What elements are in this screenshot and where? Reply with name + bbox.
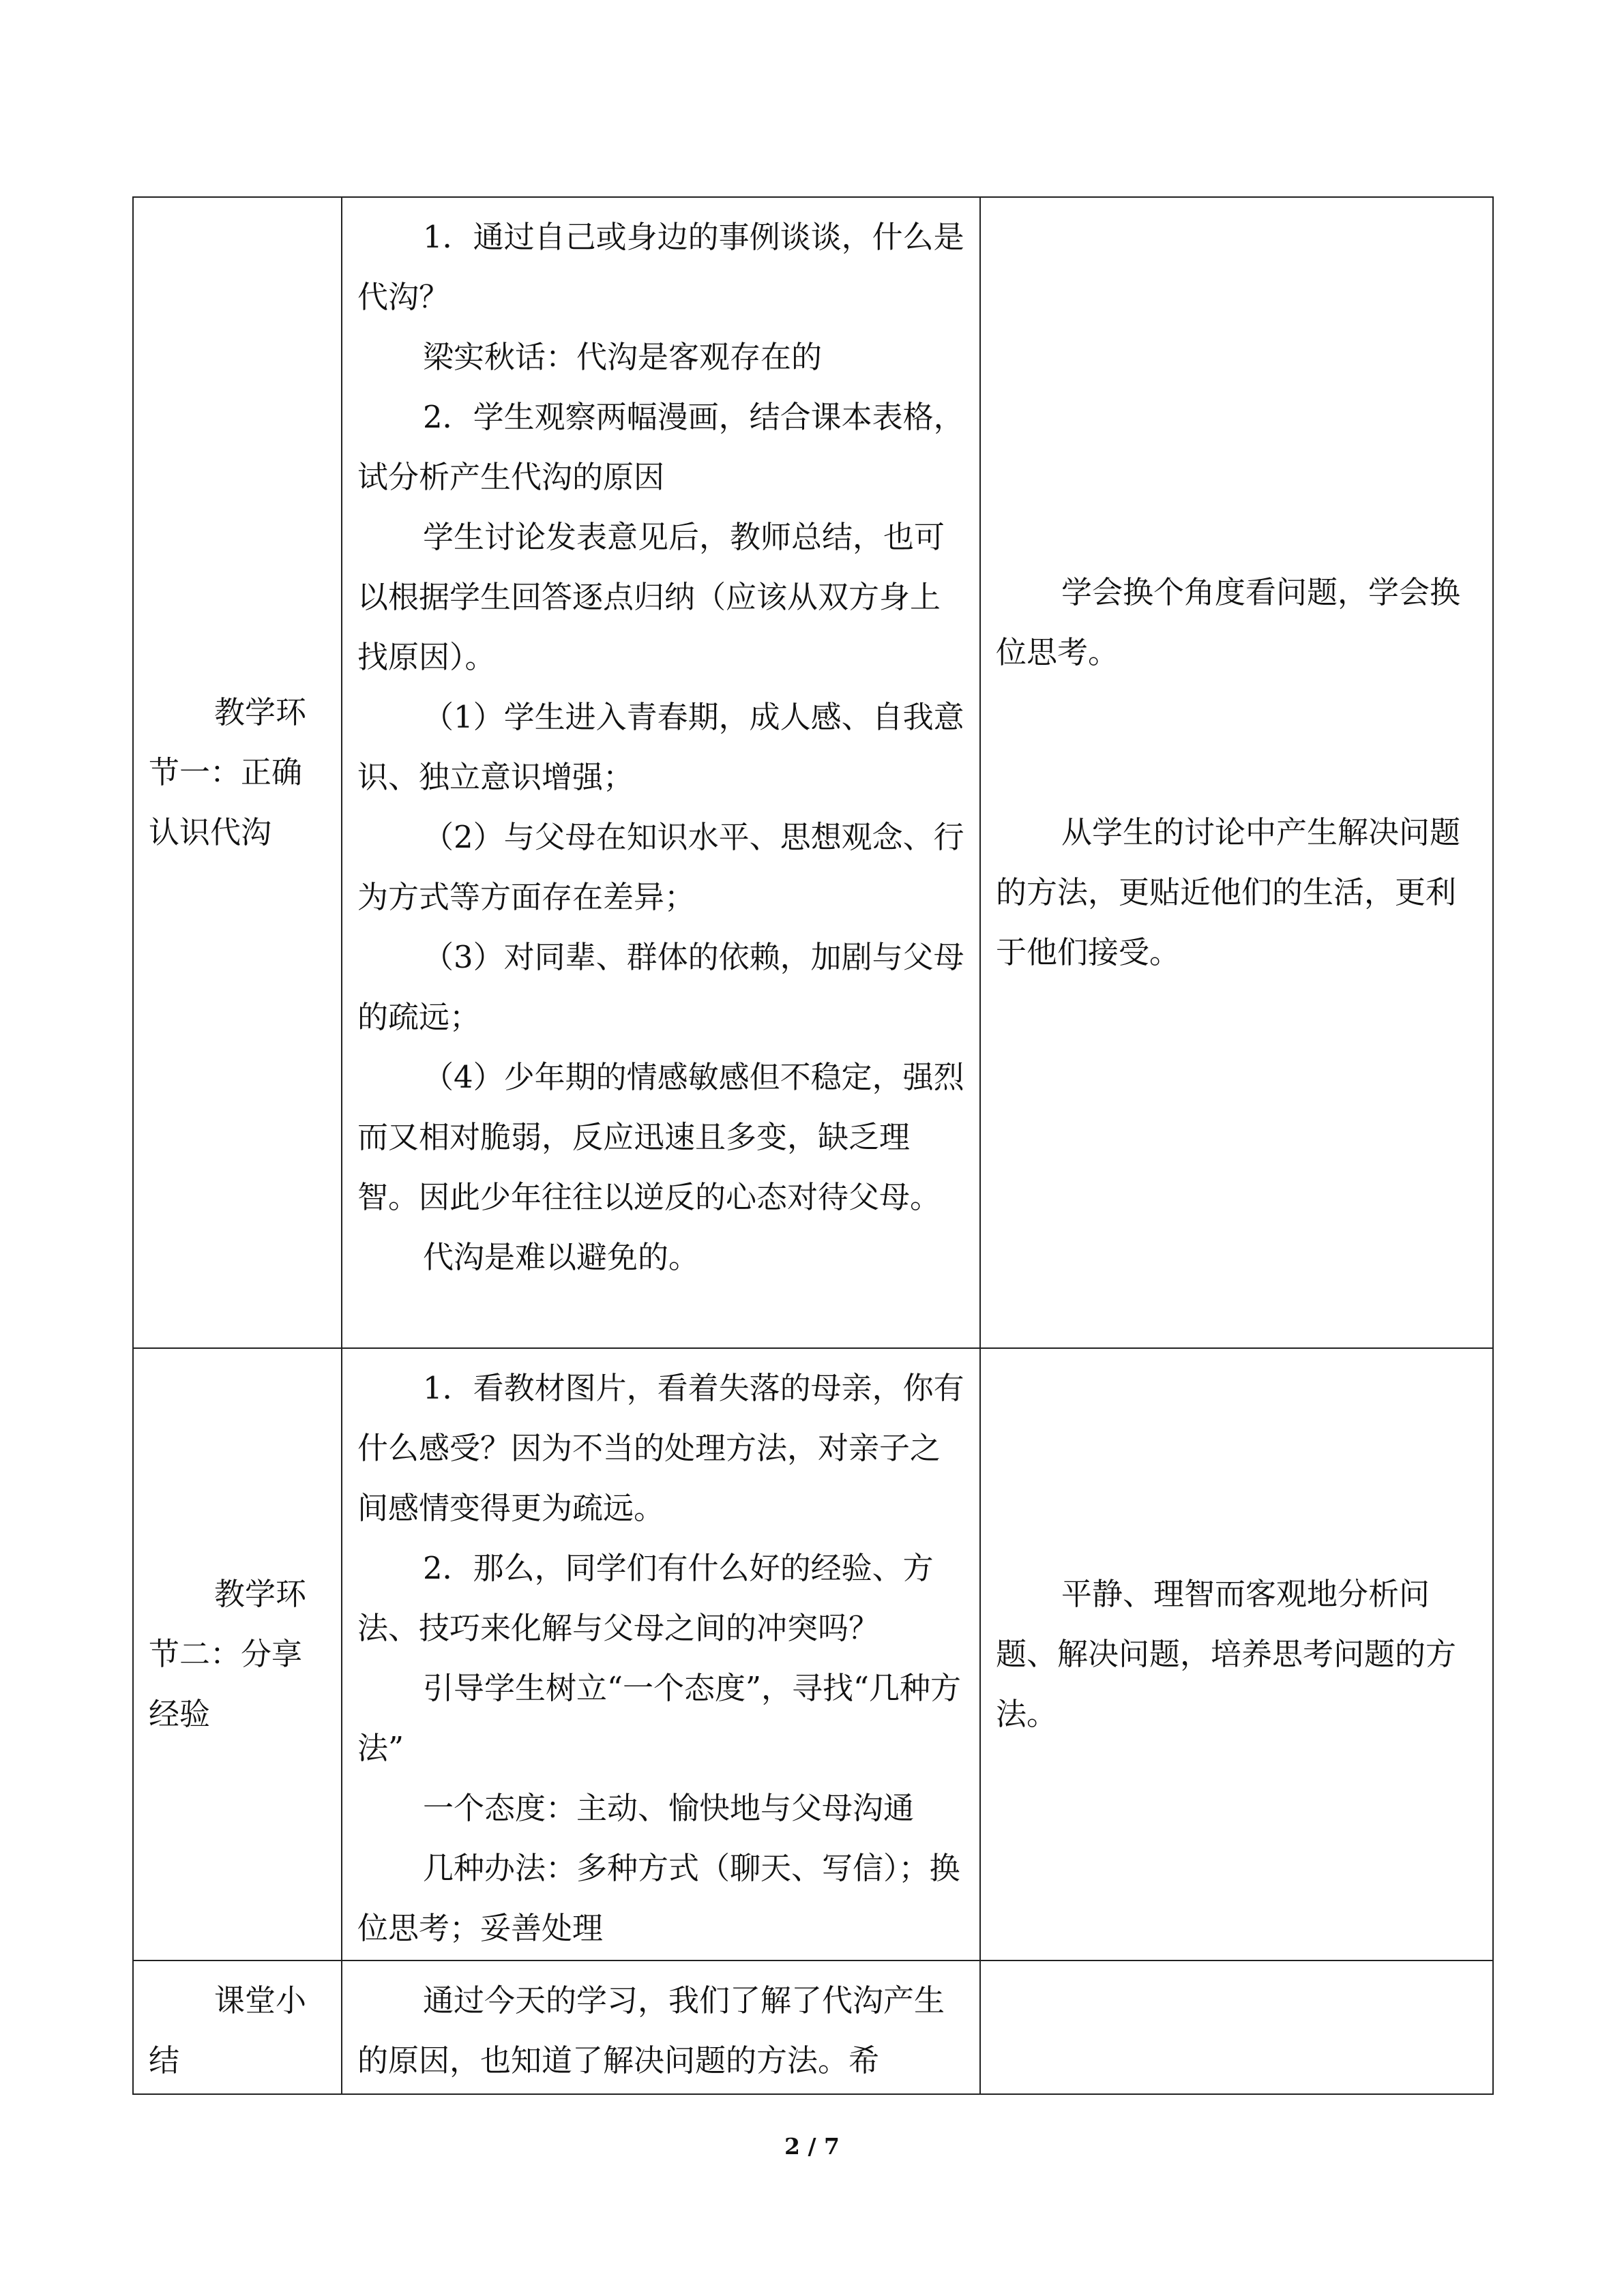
- section-two-label-cell: [133, 1348, 342, 1960]
- activity-paragraph: 梁实秋话：代沟是客观存在的: [423, 339, 823, 375]
- activity-paragraph: 1．看教材图片，看着失落的母亲，你有什么感受？因为不当的处理方法，对亲子之间感情变得更为疏远。: [357, 1370, 964, 1526]
- activity-paragraph: 2．学生观察两幅漫画，结合课本表格，试分析产生代沟的原因: [357, 399, 964, 495]
- table-row-section-three: [133, 1960, 1493, 2094]
- activity-paragraph: （4）少年期的情感敏感但不稳定，强烈而又相对脆弱，反应迅速且多变，缺乏理智。因此少年往往以逆反的心态对待父母。: [357, 1059, 964, 1215]
- activity-paragraph: 一个态度：主动、愉快地与父母沟通: [423, 1790, 915, 1826]
- activity-paragraph: （1）学生进入青春期，成人感、自我意识、独立意识增强；: [357, 699, 964, 795]
- table-row-section-one: [133, 197, 1493, 1348]
- intent-paragraph: 平静、理智而客观地分析问题、解决问题，培养思考问题的方法。: [996, 1576, 1457, 1732]
- activity-paragraph: （3）对同辈、群体的依赖，加剧与父母的疏远；: [357, 939, 964, 1035]
- section-three-activity-cell: [342, 1960, 980, 2094]
- activity-paragraph: 代沟是难以避免的。: [423, 1239, 700, 1275]
- activity-paragraph: 1．通过自己或身边的事例谈谈，什么是代沟？: [357, 219, 964, 315]
- page-number: 2 / 7: [784, 2133, 840, 2160]
- activity-paragraph: 几种办法：多种方式（聊天、写信）；换位思考；妥善处理: [357, 1850, 960, 1946]
- section-one-label-cell: [133, 197, 342, 1348]
- intent-paragraph: 学会换个角度看问题，学会换位思考。: [996, 574, 1461, 670]
- table-row-section-two: [133, 1348, 1493, 1960]
- activity-paragraph: 通过今天的学习，我们了解了代沟产生的原因，也知道了解决问题的方法。希: [357, 1982, 945, 2078]
- section-two-activities-cell: [342, 1348, 980, 1960]
- section-three-intent-cell: [980, 1960, 1493, 2094]
- activity-paragraph: 学生讨论发表意见后，教师总结，也可以根据学生回答逐点归纳（应该从双方身上找原因）。: [357, 519, 945, 675]
- section-two-label: 教学环节二：分享经验: [149, 1576, 307, 1732]
- section-one-intent-cell: [980, 197, 1493, 1348]
- section-two-intent-cell: [980, 1348, 1493, 1960]
- intent-paragraph: 从学生的讨论中产生解决问题的方法，更贴近他们的生活，更利于他们接受。: [996, 814, 1461, 970]
- section-one-activities-cell: [342, 197, 980, 1348]
- activity-paragraph: 引导学生树立“一个态度”，寻找“几种方法”: [357, 1670, 962, 1766]
- lesson-plan-table: [132, 196, 1494, 2095]
- section-one-label: 教学环节一：正确认识代沟: [149, 694, 307, 850]
- activity-paragraph: 2．那么，同学们有什么好的经验、方法、技巧来化解与父母之间的冲突吗？: [357, 1550, 934, 1646]
- section-three-label-cell: [133, 1960, 342, 2094]
- activity-paragraph: （2）与父母在知识水平、思想观念、行为方式等方面存在差异；: [357, 819, 964, 915]
- section-three-label: 课堂小结: [149, 1982, 307, 2078]
